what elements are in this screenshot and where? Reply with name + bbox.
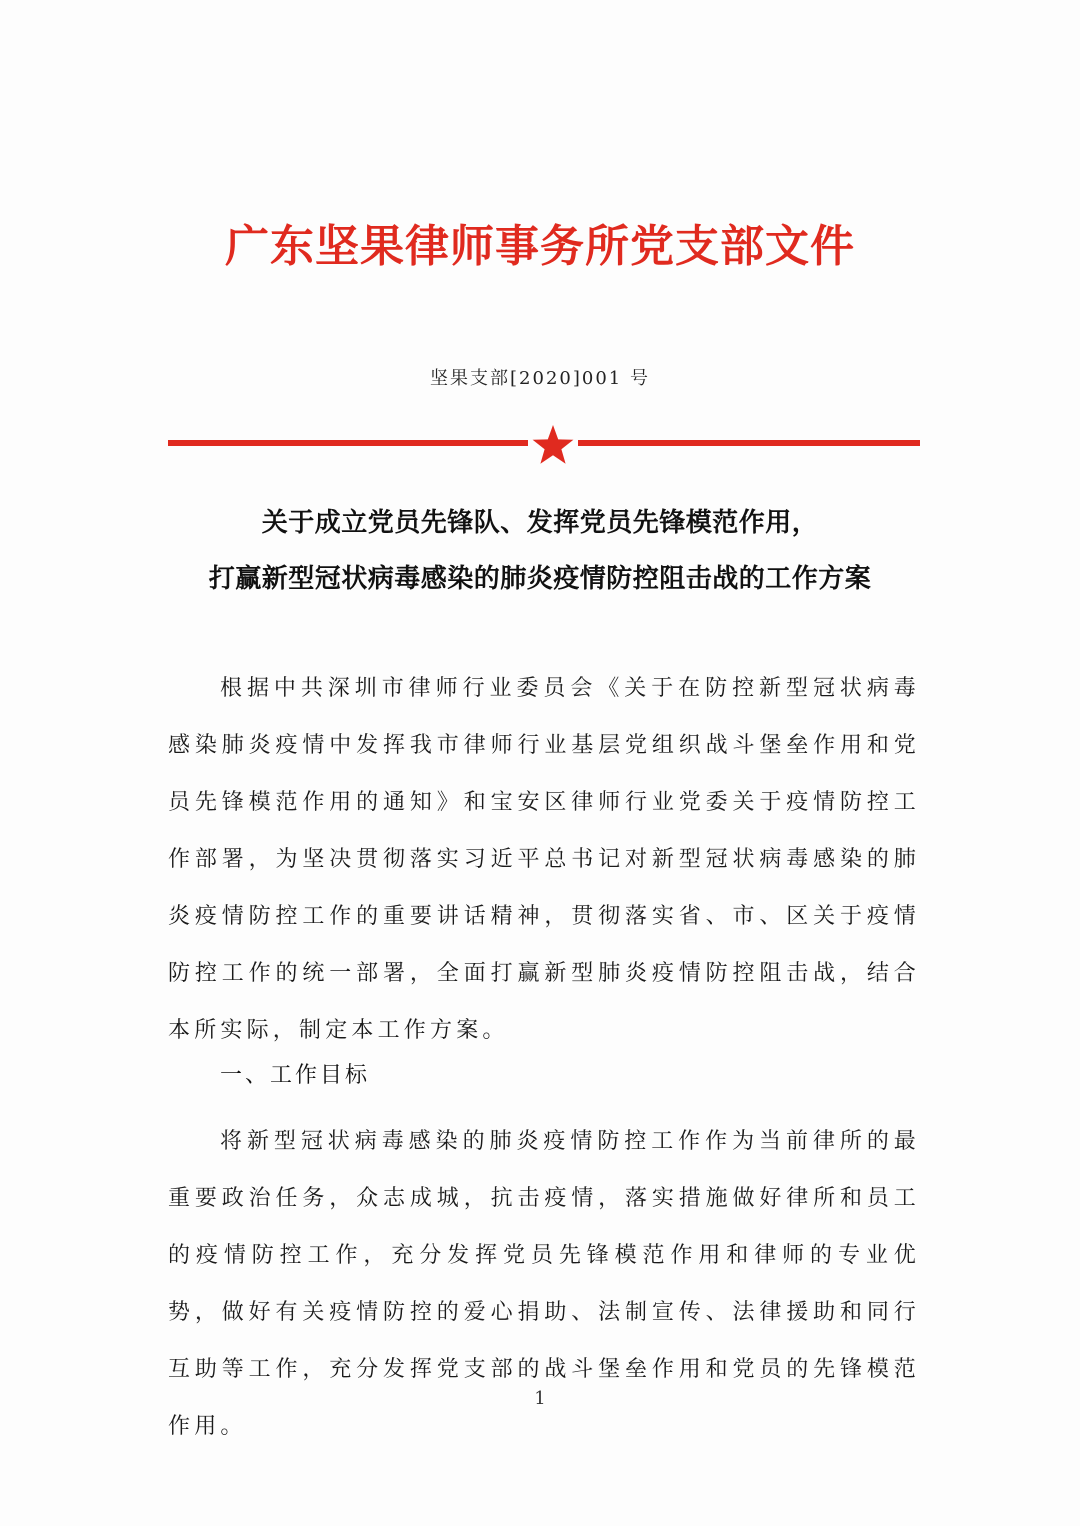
body-paragraph-1: 根据中共深圳市律师行业委员会《关于在防控新型冠状病毒感染肺炎疫情中发挥我市律师行业基层党组织战斗堡垒作用和党员先锋模范作用的通知》和宝安区律师行业党委关于疫情防控工作部署，为坚决贯彻落实习近平总书记对新型冠状病毒感染的肺炎疫情防控工作的重要讲话精神，贯彻落实省、市、区关于疫情防控工作的统一部署，全面打赢新型肺炎疫情防控阻击战，结合本所实际，制定本工作方案。 <box>168 676 920 1043</box>
body-paragraph-2: 将新型冠状病毒感染的肺炎疫情防控工作作为当前律所的最重要政治任务，众志成城，抗击疫情，落实措施做好律所和员工的疫情防控工作，充分发挥党员先锋模范作用和律师的专业优势，做好有关疫情防控的爱心捐助、法制宣传、法律援助和同行互助等工作，充分发挥党支部的战斗堡垒作用和党员的先锋模范作用。 <box>168 1129 920 1439</box>
org-document-header: 广东坚果律师事务所党支部文件 <box>225 221 855 272</box>
document-title-line-1: 关于成立党员先锋队、发挥党员先锋模范作用， <box>261 508 819 538</box>
red-star-icon <box>531 423 575 467</box>
page-number: 1 <box>534 1388 546 1409</box>
red-rule-left <box>168 440 528 446</box>
document-title-line-2: 打赢新型冠状病毒感染的肺炎疫情防控阻击战的工作方案 <box>208 564 872 594</box>
document-number: 坚果支部[2020]001 号 <box>430 368 650 389</box>
section-heading-work-goal: 一、工作目标 <box>220 1063 371 1088</box>
red-rule-right <box>578 440 920 446</box>
